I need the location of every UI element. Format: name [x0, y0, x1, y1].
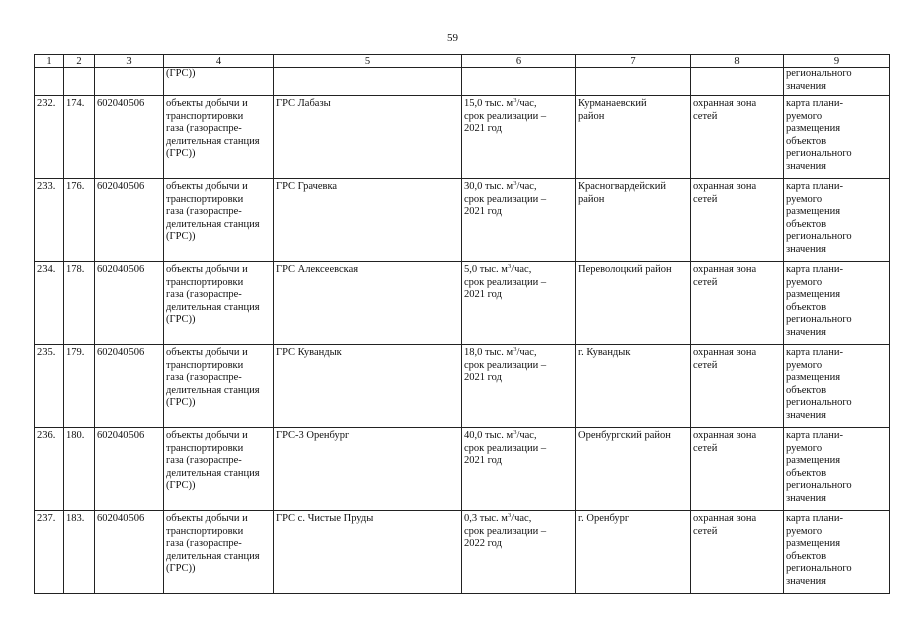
column-header-7: 7 [576, 55, 691, 68]
cell-sub-number: 183. [64, 511, 95, 594]
cell-location: Курманаевский район [576, 96, 691, 179]
cell-number: 233. [35, 179, 64, 262]
cell-object-type: объекты добычи и транспортировки газа (газораспре- делительная станция (ГРС)) [164, 179, 274, 262]
cell-zone: охранная зона сетей [691, 511, 784, 594]
capacity-exponent: 3 [513, 97, 517, 104]
column-header-3: 3 [95, 55, 164, 68]
capacity-exponent: 3 [507, 512, 512, 519]
cell-sub-number: 178. [64, 262, 95, 345]
cell-object-type: (ГРС)) [164, 68, 274, 96]
capacity-rest: /час, срок реализации – 2021 год [464, 98, 547, 135]
cell-document: карта плани- руемого размещения объектов регионального значения [784, 96, 890, 179]
cell-object-type: объекты добычи и транспортировки газа (газораспре- делительная станция (ГРС)) [164, 511, 274, 594]
table-row [35, 511, 890, 594]
capacity-value: 40,0 тыс. м [464, 430, 514, 441]
objects-table [34, 54, 890, 594]
capacity-exponent: 3 [513, 346, 517, 353]
column-header-2: 2 [64, 55, 95, 68]
cell-capacity [462, 511, 576, 594]
cell-object-name [274, 68, 462, 96]
cell-location: Красногвардейский район [576, 179, 691, 262]
cell-code: 602040506 [95, 179, 164, 262]
cell-number: 232. [35, 96, 64, 179]
cell-capacity [462, 262, 576, 345]
capacity-value: 5,0 тыс. м [464, 264, 508, 275]
table-row [35, 345, 890, 428]
cell-sub-number [64, 68, 95, 96]
cell-object-type: объекты добычи и транспортировки газа (газораспре- делительная станция (ГРС)) [164, 96, 274, 179]
cell-document: карта плани- руемого размещения объектов регионального значения [784, 179, 890, 262]
capacity-rest: /час, срок реализации – 2021 год [464, 264, 547, 301]
cell-code: 602040506 [95, 96, 164, 179]
cell-code: 602040506 [95, 345, 164, 428]
capacity-exponent: 3 [513, 180, 517, 187]
table-row [35, 96, 890, 179]
cell-number: 237. [35, 511, 64, 594]
cell-code: 602040506 [95, 511, 164, 594]
cell-zone: охранная зона сетей [691, 179, 784, 262]
cell-location [576, 68, 691, 96]
cell-document: карта плани- руемого размещения объектов регионального значения [784, 262, 890, 345]
cell-object-name: ГРС Лабазы [274, 96, 462, 179]
cell-location: г. Оренбург [576, 511, 691, 594]
cell-location: Оренбургский район [576, 428, 691, 511]
column-header-5: 5 [274, 55, 462, 68]
cell-number: 236. [35, 428, 64, 511]
cell-number: 234. [35, 262, 64, 345]
cell-capacity [462, 345, 576, 428]
column-header-4: 4 [164, 55, 274, 68]
cell-object-name: ГРС Алексеевская [274, 262, 462, 345]
cell-document: карта плани- руемого размещения объектов регионального значения [784, 428, 890, 511]
capacity-value: 18,0 тыс. м [464, 347, 514, 358]
column-header-9: 9 [784, 55, 890, 68]
cell-code [95, 68, 164, 96]
cell-zone: охранная зона сетей [691, 428, 784, 511]
cell-sub-number: 180. [64, 428, 95, 511]
cell-capacity [462, 68, 576, 96]
cell-zone: охранная зона сетей [691, 96, 784, 179]
header-row [35, 55, 890, 68]
column-header-8: 8 [691, 55, 784, 68]
cell-zone: охранная зона сетей [691, 345, 784, 428]
page-number: 59 [447, 32, 458, 44]
table-row [35, 262, 890, 345]
cell-object-name: ГРС Грачевка [274, 179, 462, 262]
cell-code: 602040506 [95, 428, 164, 511]
capacity-rest: /час, срок реализации – 2021 год [464, 347, 547, 384]
cell-document: карта плани- руемого размещения объектов регионального значения [784, 345, 890, 428]
cell-object-name: ГРС с. Чистые Пруды [274, 511, 462, 594]
cell-capacity [462, 96, 576, 179]
cell-code: 602040506 [95, 262, 164, 345]
capacity-value: 15,0 тыс. м [464, 98, 514, 109]
cell-capacity [462, 179, 576, 262]
cell-document: регионального значения [784, 68, 890, 96]
cell-number [35, 68, 64, 96]
continuation-row [35, 68, 890, 96]
cell-sub-number: 174. [64, 96, 95, 179]
capacity-rest: /час, срок реализации – 2021 год [464, 430, 547, 467]
cell-document: карта плани- руемого размещения объектов регионального значения [784, 511, 890, 594]
cell-sub-number: 176. [64, 179, 95, 262]
column-header-1: 1 [35, 55, 64, 68]
cell-object-name: ГРС-3 Оренбург [274, 428, 462, 511]
cell-capacity [462, 428, 576, 511]
capacity-value: 30,0 тыс. м [464, 181, 514, 192]
table-row [35, 428, 890, 511]
cell-object-type: объекты добычи и транспортировки газа (газораспре- делительная станция (ГРС)) [164, 345, 274, 428]
cell-location: Переволоцкий район [576, 262, 691, 345]
cell-zone: охранная зона сетей [691, 262, 784, 345]
cell-object-type: объекты добычи и транспортировки газа (газораспре- делительная станция (ГРС)) [164, 262, 274, 345]
capacity-exponent: 3 [513, 429, 517, 436]
cell-object-type: объекты добычи и транспортировки газа (газораспре- делительная станция (ГРС)) [164, 428, 274, 511]
capacity-rest: /час, срок реализации – 2022 год [464, 513, 547, 550]
cell-location: г. Кувандык [576, 345, 691, 428]
table-row [35, 179, 890, 262]
capacity-value: 0,3 тыс. м [464, 513, 508, 524]
cell-number: 235. [35, 345, 64, 428]
cell-zone [691, 68, 784, 96]
capacity-rest: /час, срок реализации – 2021 год [464, 181, 547, 218]
capacity-exponent: 3 [507, 263, 512, 270]
cell-sub-number: 179. [64, 345, 95, 428]
column-header-6: 6 [462, 55, 576, 68]
cell-object-name: ГРС Кувандык [274, 345, 462, 428]
